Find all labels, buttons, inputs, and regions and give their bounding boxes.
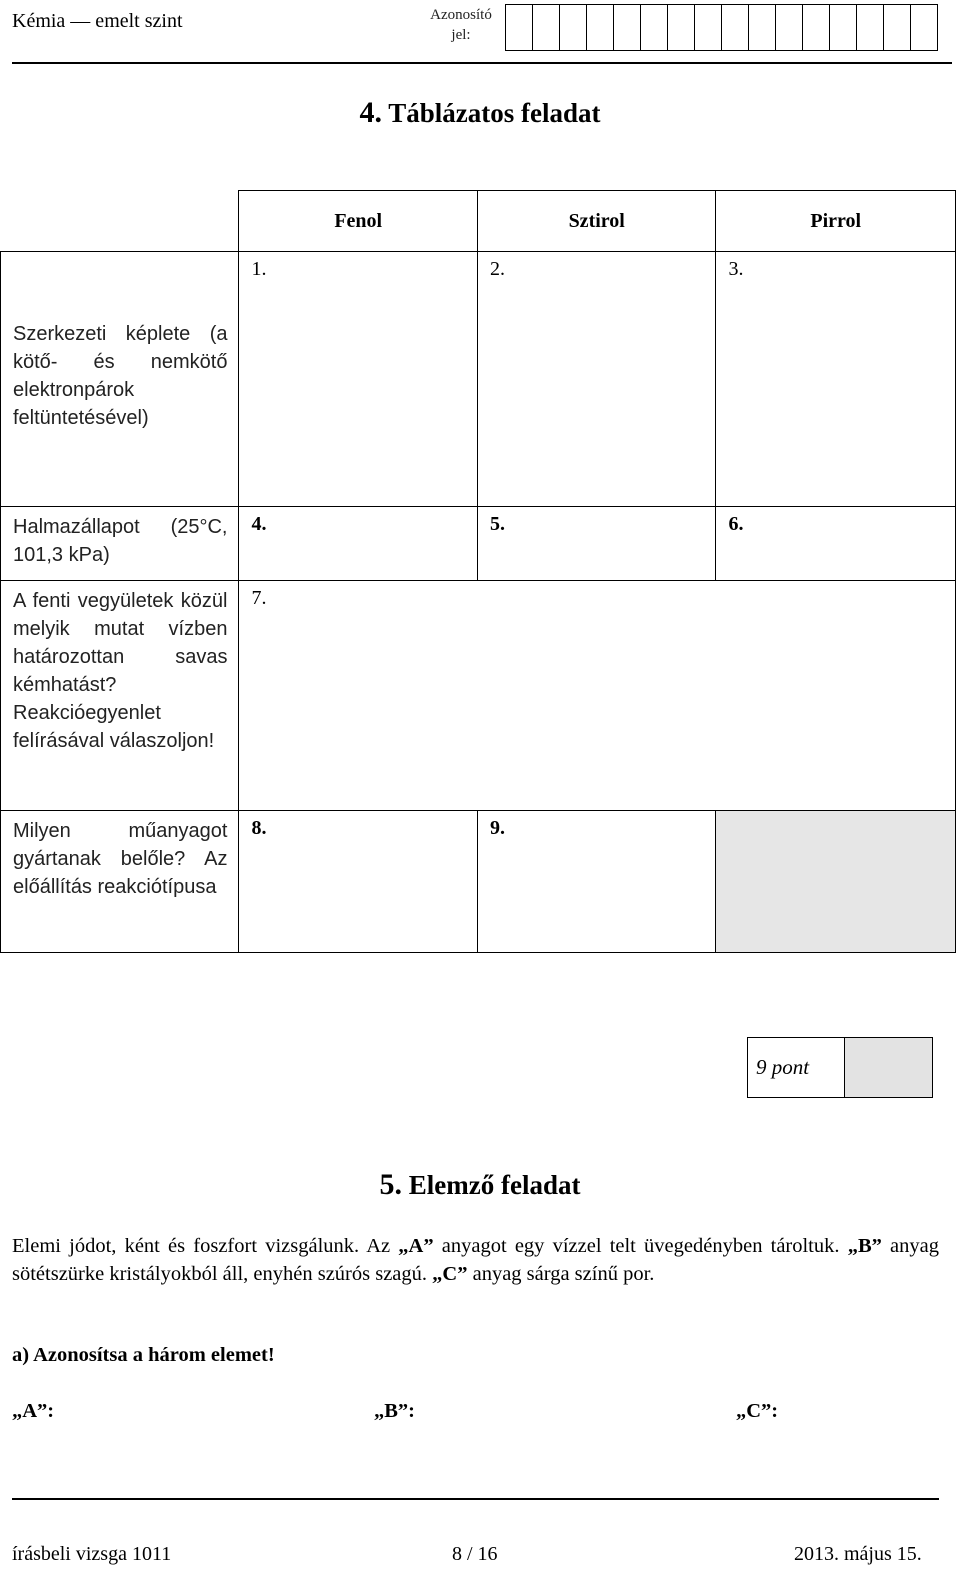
row-label: A fenti vegyületek közül melyik mutat vízben határozottan savas kémhatást? Reakcióegyenlet felírásával válaszoljon! [1, 581, 239, 811]
id-digit-box[interactable] [749, 4, 776, 51]
para-text: anyag sötétszürke kristályokból áll, enyhén szúrós szagú. [12, 1235, 939, 1285]
para-text: anyag sárga színű por. [467, 1263, 655, 1285]
score-input-box[interactable] [845, 1038, 932, 1097]
id-digit-box[interactable] [776, 4, 803, 51]
answer-cell-8[interactable]: 8. [239, 811, 477, 953]
id-digit-box[interactable] [803, 4, 830, 51]
score-label: 9 pont [748, 1038, 845, 1097]
id-digit-box[interactable] [587, 4, 614, 51]
answer-b-label: „B”: [374, 1400, 415, 1422]
footer-left: írásbeli vizsga 1011 [12, 1543, 172, 1565]
answer-cell-4[interactable]: 4. [239, 507, 477, 581]
footer-page: 8 / 16 [452, 1543, 498, 1565]
row-label: Szerkezeti képlete (a kötő- és nemkötő elektronpárok feltüntetésével) [1, 252, 239, 507]
table-row [1, 581, 956, 811]
header-rule [12, 62, 952, 64]
id-digit-box[interactable] [884, 4, 911, 51]
answer-cell-5[interactable]: 5. [477, 507, 715, 581]
para-text: Elemi jódot, ként és foszfort vizsgálunk. Az [12, 1235, 399, 1257]
para-label-a: „A” [398, 1235, 434, 1257]
id-digit-box[interactable] [722, 4, 749, 51]
table-header-row [1, 191, 956, 252]
id-digit-box[interactable] [506, 4, 533, 51]
table-row [1, 252, 956, 507]
task5-title: Elemző feladat [408, 1170, 581, 1200]
table-row [1, 507, 956, 581]
shaded-cell [716, 811, 956, 953]
table-row [1, 811, 956, 953]
answer-c-label: „C”: [736, 1400, 779, 1422]
row-label: Milyen műanyagot gyártanak belőle? Az előállítás reakciótípusa [1, 811, 239, 953]
column-header: Sztirol [477, 191, 715, 252]
para-label-b: „B” [847, 1235, 882, 1257]
score-box [747, 1037, 933, 1098]
task5-number: 5. [379, 1168, 403, 1201]
answer-a-label: „A”: [12, 1400, 55, 1422]
id-digit-box[interactable] [668, 4, 695, 51]
task4-table [0, 190, 956, 953]
task5-heading [0, 1168, 960, 1202]
id-digit-box[interactable] [911, 4, 938, 51]
para-text: anyagot egy vízzel telt üvegedényben tároltuk. [433, 1235, 848, 1257]
answer-cell-1[interactable]: 1. [239, 252, 477, 507]
id-digit-box[interactable] [641, 4, 668, 51]
column-header: Fenol [239, 191, 477, 252]
row-label: Halmazállapot (25°C, 101,3 kPa) [1, 507, 239, 581]
para-label-c: „C” [432, 1263, 468, 1285]
header-title: Kémia — emelt szint [12, 10, 183, 32]
question-a: a) Azonosítsa a három elemet! [12, 1344, 275, 1366]
id-digit-box[interactable] [695, 4, 722, 51]
id-boxes[interactable] [505, 4, 938, 51]
azonosito-label: Azonosító jel: [430, 7, 492, 43]
footer-date: 2013. május 15. [794, 1543, 922, 1565]
id-digit-box[interactable] [560, 4, 587, 51]
answer-cell-2[interactable]: 2. [477, 252, 715, 507]
column-header: Pirrol [716, 191, 956, 252]
task4-number: 4. [359, 96, 382, 129]
id-digit-box[interactable] [533, 4, 560, 51]
answer-cell-7[interactable]: 7. [239, 581, 956, 811]
task4-heading [0, 96, 960, 130]
task5-paragraph [12, 1232, 939, 1288]
answer-cell-3[interactable]: 3. [716, 252, 956, 507]
answer-cell-6[interactable]: 6. [716, 507, 956, 581]
task4-title: Táblázatos feladat [388, 98, 601, 128]
empty-corner [1, 191, 239, 252]
id-digit-box[interactable] [857, 4, 884, 51]
footer-rule [12, 1498, 939, 1500]
id-digit-box[interactable] [614, 4, 641, 51]
answer-cell-9[interactable]: 9. [477, 811, 715, 953]
id-digit-box[interactable] [830, 4, 857, 51]
